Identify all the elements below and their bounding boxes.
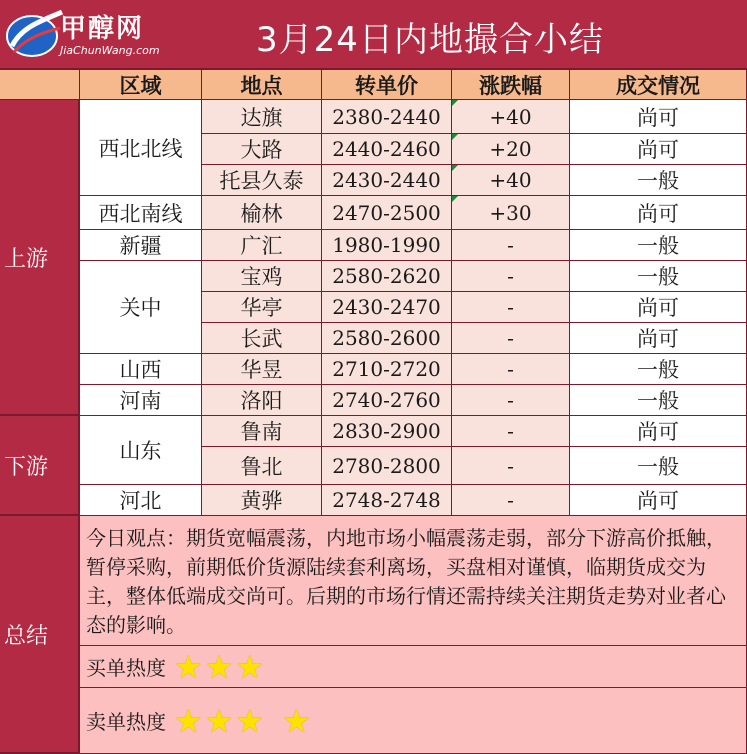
table-cell-deal: 一般 <box>570 261 747 292</box>
table-cell-deal: 一般 <box>570 447 747 485</box>
cell-comment-marker <box>452 196 458 202</box>
region-cell: 山东 <box>80 416 202 485</box>
table-cell-deal: 尚可 <box>570 485 747 516</box>
section-label: 上游 <box>0 100 80 416</box>
table-cell-place: 广汇 <box>202 230 322 261</box>
table-cell-price: 2780-2800 <box>322 447 452 485</box>
region-cell: 河南 <box>80 385 202 416</box>
table-cell-price: 2748-2748 <box>322 485 452 516</box>
table-cell-place: 鲁南 <box>202 416 322 447</box>
table-cell-place: 长武 <box>202 323 322 354</box>
table-cell-deal: 一般 <box>570 165 747 196</box>
column-header: 转单价 <box>322 70 452 100</box>
table-cell-place: 鲁北 <box>202 447 322 485</box>
table-cell-place: 黄骅 <box>202 485 322 516</box>
logo-globe-icon <box>4 6 64 62</box>
table-cell-change: - <box>452 447 570 485</box>
sell-heat-row-label: 卖单热度 <box>86 710 166 734</box>
star-icon: ★ <box>282 701 311 740</box>
table-cell-place: 榆林 <box>202 196 322 230</box>
column-header: 区域 <box>80 70 202 100</box>
column-header: 成交情况 <box>570 70 747 100</box>
star-icon: ★ <box>235 647 265 686</box>
table-cell-change: +40 <box>452 100 570 134</box>
table-cell-place: 托县久泰 <box>202 165 322 196</box>
table-cell-deal: 一般 <box>570 354 747 385</box>
summary-text: 今日观点：期货宽幅震荡，内地市场小幅震荡走弱，部分下游高价抵触，暂停采购，前期低价货源陆续套利离场，买盘相对谨慎，临期货成交为主，整体低端成交尚可。后期的市场行情还需持续关注期货走势对业者心态的影响。 <box>80 516 747 646</box>
table-cell-price: 2830-2900 <box>322 416 452 447</box>
star-icon: ★ <box>204 701 234 740</box>
table-cell-change: - <box>452 354 570 385</box>
table-cell-change: +40 <box>452 165 570 196</box>
table-cell-deal: 尚可 <box>570 292 747 323</box>
buy-heat-row <box>80 646 747 688</box>
logo-text: 甲醇网 <box>60 14 145 44</box>
region-cell: 山西 <box>80 354 202 385</box>
region-cell: 河北 <box>80 485 202 516</box>
table-cell-deal: 尚可 <box>570 416 747 447</box>
table-cell-price: 2380-2440 <box>322 100 452 134</box>
table-cell-deal: 尚可 <box>570 323 747 354</box>
table-cell-deal: 一般 <box>570 385 747 416</box>
table-cell-change: - <box>452 385 570 416</box>
table-cell-place: 洛阳 <box>202 385 322 416</box>
section-label: 下游 <box>0 416 80 516</box>
logo-url: JiaChunWang.com <box>60 44 160 57</box>
title-bar <box>0 0 747 70</box>
star-icon: ★ <box>204 647 234 686</box>
table-cell-place: 华亭 <box>202 292 322 323</box>
column-header: 涨跌幅 <box>452 70 570 100</box>
table-cell-place: 宝鸡 <box>202 261 322 292</box>
star-icon: ★ <box>174 647 203 686</box>
table-cell-place: 达旗 <box>202 100 322 134</box>
table-cell-price: 2580-2620 <box>322 261 452 292</box>
table-cell-change: - <box>452 230 570 261</box>
table-cell-price: 1980-1990 <box>322 230 452 261</box>
table-cell-deal: 一般 <box>570 230 747 261</box>
table-cell-price: 2740-2760 <box>322 385 452 416</box>
table-cell-price: 2710-2720 <box>322 354 452 385</box>
star-icon: ★ <box>235 701 265 740</box>
table-cell-change: - <box>452 261 570 292</box>
table-cell-change: - <box>452 323 570 354</box>
buy-heat-row-label: 买单热度 <box>86 656 166 680</box>
table-cell-change: - <box>452 292 570 323</box>
table-cell-price: 2580-2600 <box>322 323 452 354</box>
table-cell-deal: 尚可 <box>570 100 747 134</box>
table-cell-change: +30 <box>452 196 570 230</box>
table-cell-change: - <box>452 416 570 447</box>
table-cell-deal: 尚可 <box>570 196 747 230</box>
table-cell-place: 大路 <box>202 134 322 165</box>
table-cell-price: 2470-2500 <box>322 196 452 230</box>
star-icon: ★ <box>174 701 203 740</box>
cell-comment-marker <box>452 134 458 140</box>
logo <box>4 6 164 64</box>
region-cell: 新疆 <box>80 230 202 261</box>
region-cell: 西北南线 <box>80 196 202 230</box>
cell-comment-marker <box>452 165 458 171</box>
sell-heat-row <box>80 688 747 754</box>
table-cell-price: 2430-2440 <box>322 165 452 196</box>
table-header-blank <box>0 70 80 100</box>
table-cell-deal: 尚可 <box>570 134 747 165</box>
table-cell-price: 2440-2460 <box>322 134 452 165</box>
summary-label: 总结 <box>0 516 80 754</box>
table-cell-change: +20 <box>452 134 570 165</box>
table-cell-price: 2430-2470 <box>322 292 452 323</box>
cell-comment-marker <box>452 100 458 106</box>
region-cell: 西北北线 <box>80 100 202 196</box>
page-title: 3月24日内地撮合小结 <box>256 19 604 60</box>
column-header: 地点 <box>202 70 322 100</box>
table-cell-place: 华昱 <box>202 354 322 385</box>
region-cell: 关中 <box>80 261 202 354</box>
table-cell-change: - <box>452 485 570 516</box>
